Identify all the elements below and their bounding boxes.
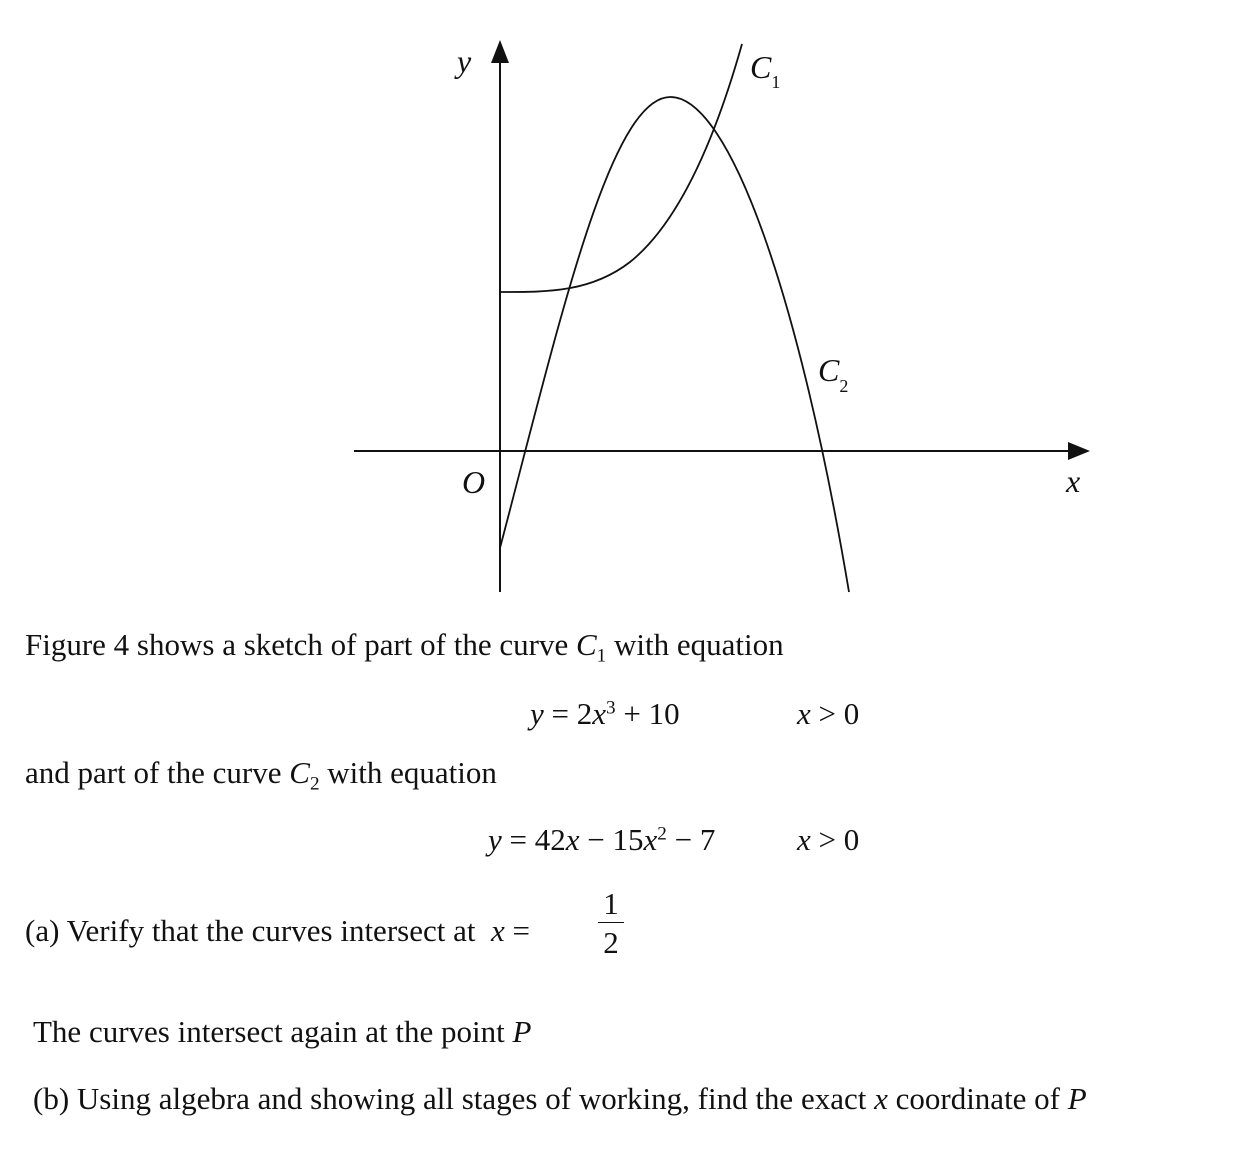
origin-label: O xyxy=(462,464,486,500)
and-curve-subscript: 2 xyxy=(309,773,320,795)
eq2-cond: > 0 xyxy=(810,822,860,857)
part-a-x: x xyxy=(490,913,505,948)
equation-c1-condition xyxy=(797,698,859,729)
eq1-y: y xyxy=(530,696,544,731)
curve-c1 xyxy=(500,44,742,292)
and-curve-name: C xyxy=(289,755,310,790)
x-axis-arrow-icon xyxy=(1068,442,1090,460)
curve-c1-label xyxy=(750,49,780,92)
curve-c2-subscript: 2 xyxy=(839,376,849,396)
y-axis-arrow-icon xyxy=(491,40,509,63)
y-axis-label: y xyxy=(457,43,472,79)
eq1-cond-x: x xyxy=(797,696,811,731)
eq2-x2: x xyxy=(643,822,658,857)
x-axis-label: x xyxy=(1066,463,1081,499)
and-text-after: with equation xyxy=(319,755,497,790)
part-a-question xyxy=(25,915,530,946)
intersect-point-p: P xyxy=(512,1014,532,1049)
eq1-power: 3 xyxy=(606,697,616,719)
curve-c1-letter: C xyxy=(750,49,772,85)
intro-line xyxy=(25,629,784,666)
equation-c2 xyxy=(488,824,715,855)
curve-c2-letter: C xyxy=(818,352,840,388)
part-a-text: (a) Verify that the curves intersect at xyxy=(25,913,476,948)
eq2-mid2: − 15 xyxy=(579,822,644,857)
curve-c2 xyxy=(500,97,849,592)
eq1-cond: > 0 xyxy=(810,696,860,731)
intersect-text: The curves intersect again at the point xyxy=(33,1014,513,1049)
curve-c2-label xyxy=(818,352,848,396)
curve-c1-subscript: 1 xyxy=(771,72,781,92)
intro-text-before: Figure 4 shows a sketch of part of the curve xyxy=(25,627,576,662)
part-b-point-p: P xyxy=(1067,1081,1087,1116)
fraction-one-half xyxy=(598,888,624,958)
eq2-cond-x: x xyxy=(797,822,811,857)
fraction-bar xyxy=(598,922,624,923)
part-a-equals: = xyxy=(504,913,530,948)
eq2-y: y xyxy=(488,822,502,857)
and-line xyxy=(25,757,497,794)
fraction-numerator: 1 xyxy=(603,886,619,921)
intro-text-after: with equation xyxy=(606,627,784,662)
eq2-end: − 7 xyxy=(666,822,716,857)
part-b-text-before: (b) Using algebra and showing all stages of working, find the exact xyxy=(33,1081,875,1116)
fraction-denominator: 2 xyxy=(603,925,619,960)
and-text-before: and part of the curve xyxy=(25,755,290,790)
equation-c2-condition xyxy=(797,824,859,855)
intro-curve-subscript: 1 xyxy=(596,645,607,667)
eq2-x1: x xyxy=(565,822,580,857)
eq1-end: + 10 xyxy=(615,696,680,731)
eq2-mid: = 42 xyxy=(501,822,566,857)
equation-c1 xyxy=(530,698,680,729)
intro-curve-name: C xyxy=(575,627,597,662)
intersect-line xyxy=(33,1016,531,1047)
eq1-mid: = 2 xyxy=(543,696,593,731)
eq2-power: 2 xyxy=(657,823,667,845)
part-b-x: x xyxy=(874,1081,888,1116)
eq1-x: x xyxy=(592,696,607,731)
part-b-text-mid: coordinate of xyxy=(887,1081,1068,1116)
part-b-question xyxy=(33,1083,1087,1114)
